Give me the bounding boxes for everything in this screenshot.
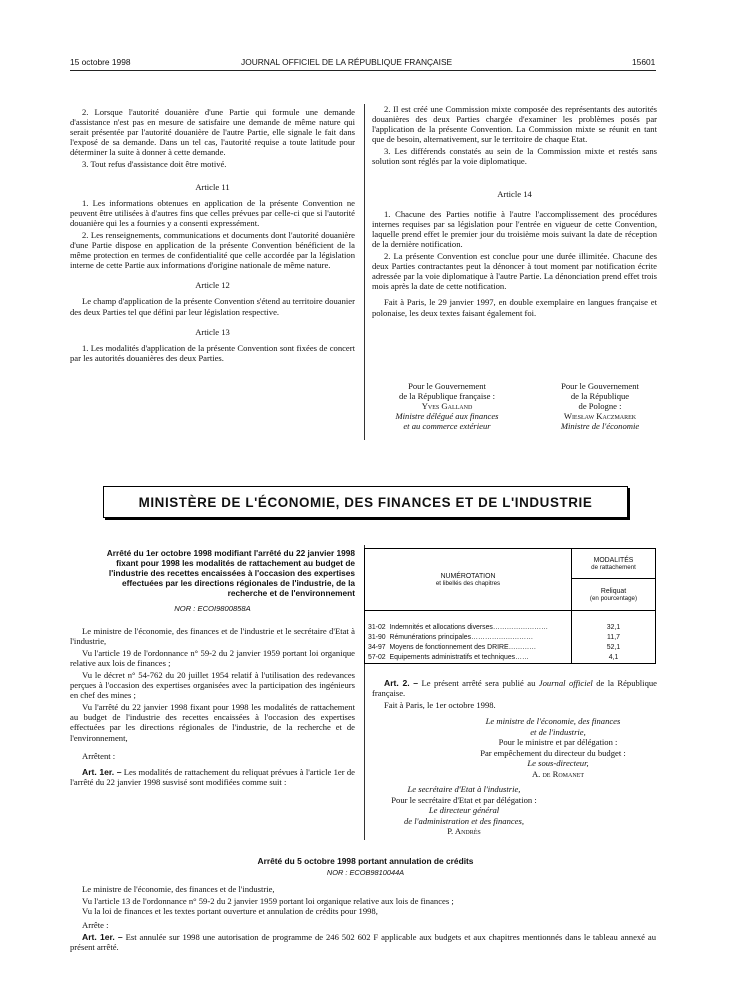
- paragraph: Vu la loi de finances et les textes portant ouverture et annulation de crédits pour 1998,: [82, 906, 378, 917]
- signatory-name: Wiesław Kaczmarek: [563, 411, 637, 421]
- paragraph: Vu l'arrêté du 22 janvier 1998 fixant pour 1998 les modalités de rattachement au budget de l'industrie des recettes encaissées à l'occasion des expertises effectuées par les directions régionales de l'industrie, de la recherche et de l'environnement,: [70, 702, 355, 743]
- table-header-numerotation: NUMÉROTATION et libellés des chapitres: [365, 549, 572, 611]
- table-row: 34-97 Moyens de fonctionnement des DRIRE………… 52,1: [365, 643, 656, 653]
- rattachement-table: [364, 548, 656, 664]
- header-date: 15 octobre 1998: [70, 57, 131, 67]
- signatory-name: Yves Galland: [421, 401, 473, 411]
- article-heading: Article 13: [195, 326, 230, 337]
- signature-poland: Pour le Gouvernement de la République de Pologne : Wiesław Kaczmarek Ministre de l'économie: [540, 381, 660, 431]
- arrete2-nor: NOR : ECOB9810044A: [326, 868, 405, 877]
- paragraph: 3. Les différends constatés au sein de la Commission mixte et restés sans solution sont réglés par la voie diplomatique.: [372, 146, 657, 167]
- paragraph: Le ministre de l'économie, des finances et de l'industrie et le secrétaire d'Etat à l'industrie,: [70, 625, 355, 646]
- paragraph: 1. Les modalités d'application de la présente Convention sont fixées de concert par les autorités douanières des deux Parties.: [70, 342, 355, 363]
- left-column-top: [70, 107, 355, 365]
- paragraph: 2. Lorsque l'autorité douanière d'une Partie qui formule une demande d'assistance n'est pas en mesure de satisfaire une demande de même nature qui serait présentée par l'autorité douanière de l'autre Partie, elle signale le fait dans l'exposé de sa demande. Dans un tel cas, l'autorité requise a toute latitude pour déterminer la suite à donner à cette demande.: [70, 107, 355, 158]
- ministry-banner-text: MINISTÈRE DE L'ÉCONOMIE, DES FINANCES ET DE L'INDUSTRIE: [138, 494, 593, 510]
- column-separator: [364, 104, 365, 440]
- signature-secretaire: Le secrétaire d'Etat à l'industrie, Pour le secrétaire d'Etat et par délégation : Le directeur général de l'administration et des finances, P. Andrès: [352, 784, 576, 837]
- paragraph: Art. 2. – Le présent arrêté sera publié au Journal officiel de la République française.: [372, 678, 657, 699]
- paragraph: 2. Il est créé une Commission mixte composée des représentants des autorités douanières des deux Parties chargée d'examiner les problèmes posés par l'application de la présente Convention. La Commission mixte se réunit en tant que de besoin, alternativement, sur le territoire de chaque Etat.: [372, 104, 657, 145]
- ministry-banner: [103, 486, 628, 518]
- right-column-top: [372, 104, 657, 320]
- arrete1-left: [70, 549, 355, 789]
- header-page-number: 15601: [632, 57, 656, 67]
- article-heading: Article 14: [497, 188, 532, 199]
- paragraph: 2. Les renseignements, communications et documents dont l'autorité douanière d'une Partie dispose en application de la présente Convention bénéficient de la même protection en termes de confidentialité que celle accordée par la législation interne de cette Partie aux informations d'origine nationale de même nature.: [70, 229, 355, 271]
- paragraph: Fait à Paris, le 1er octobre 1998.: [384, 700, 496, 711]
- table-subheader-reliquat: Reliquat (en pourcentage): [572, 579, 656, 611]
- paragraph: Vu l'article 13 de l'ordonnance n° 59-2 du 2 janvier 1959 portant loi organique relative aux lois de finances ;: [82, 896, 454, 907]
- paragraph: Le ministre de l'économie, des finances et de l'industrie,: [82, 884, 275, 894]
- paragraph: 2. La présente Convention est conclue pour une durée illimitée. Chacune des deux Parties contractantes peut la dénoncer à tout moment par notification écrite adressée par la voie diplomatique à l'autre Partie. La dénonciation prend effet trois mois après la date de cette notification.: [372, 251, 657, 292]
- arrete1-title: Arrêté du 1er octobre 1998 modifiant l'arrêté du 22 janvier 1998 fixant pour 1998 les modalités de rattachement au budget de l'industrie des recettes encaissées à l'occasion des expertises effectuées par les directions régionales de l'industrie, de la recherche et de l'environnement: [106, 548, 355, 598]
- signature-france: Pour le Gouvernement de la République française : Yves Galland Ministre délégué aux finances et au commerce extérieur: [372, 381, 522, 431]
- paragraph: 1. Les informations obtenues en application de la présente Convention ne peuvent être utilisées à d'autres fins que celles prévues par celle-ci que si l'autorité douanière qui les a fournies y a consenti expressément.: [70, 197, 355, 228]
- signature-ministre: Le ministre de l'économie, des finances et de l'industrie, Pour le ministre et par délégation : Par empêchement du directeur du budget : Le sous-directeur, A. de Romanet: [400, 716, 706, 780]
- paragraph: Art. 1er. – Les modalités de rattachement du reliquat prévues à l'article 1er de l'arrêté du 22 janvier 1998 susvisé sont modifiées comme suit :: [70, 766, 355, 787]
- header-journal-title: JOURNAL OFFICIEL DE LA RÉPUBLIQUE FRANÇAISE: [241, 57, 453, 67]
- article-heading: Article 12: [195, 280, 230, 291]
- article-label: Art. 2. –: [384, 678, 419, 688]
- arrete2-body: [70, 884, 656, 955]
- paragraph: Vu l'article 19 de l'ordonnance n° 59-2 du 2 janvier 1959 portant loi organique relative aux lois de finances ;: [70, 647, 355, 668]
- paragraph: Vu le décret n° 54-762 du 20 juillet 1954 relatif à l'utilisation des redevances perçues à l'occasion des expertises organisées avec la participation des ingénieurs en chef des mines ;: [70, 670, 355, 701]
- signatory-name: A. de Romanet: [531, 768, 585, 779]
- paragraph: 1. Chacune des Parties notifie à l'autre l'accomplissement des procédures internes requises par sa législation pour l'entrée en vigueur de cette Convention, laquelle prend effet le premier jour du troisième mois suivant la date de réception de la dernière notification.: [372, 208, 657, 249]
- arrete2-title: Arrêté du 5 octobre 1998 portant annulation de crédits: [257, 856, 474, 866]
- table-row: 31-02 Indemnités et allocations diverses…………………… 32,1: [365, 623, 656, 633]
- paragraph: Art. 1er. – Est annulée sur 1998 une autorisation de programme de 246 502 602 F applicable aux budgets et aux chapitres mentionnés dans le tableau annexé au présent arrêté.: [70, 932, 657, 953]
- paragraph: Le champ d'application de la présente Convention s'étend au territoire douanier des deux Parties tel que défini par leur législation respective.: [70, 296, 355, 317]
- arrete-heading: Arrête :: [82, 920, 109, 931]
- article-label: Art. 1er. –: [82, 932, 123, 943]
- paragraph: 3. Tout refus d'assistance doit être motivé.: [82, 159, 227, 170]
- table-row: 57-02 Equipements administratifs et techniques…… 4,1: [365, 653, 656, 664]
- table-row: 31-90 Rémunérations principales……………………… 11,7: [365, 633, 656, 643]
- article-label: Art. 1er. –: [82, 766, 122, 777]
- header-rule: [70, 70, 656, 71]
- paragraph: Fait à Paris, le 29 janvier 1997, en double exemplaire en langues française et polonaise, les deux textes faisant également foi.: [372, 297, 657, 318]
- arretent: Arrêtent :: [82, 750, 116, 761]
- arrete1-nor: NOR : ECOI9800858A: [174, 603, 251, 613]
- signatory-name: P. Andrès: [447, 826, 481, 837]
- article-heading: Article 11: [195, 181, 230, 192]
- table-header-modalites: MODALITÉS de rattachement: [572, 549, 656, 579]
- arrete1-right: [372, 678, 657, 712]
